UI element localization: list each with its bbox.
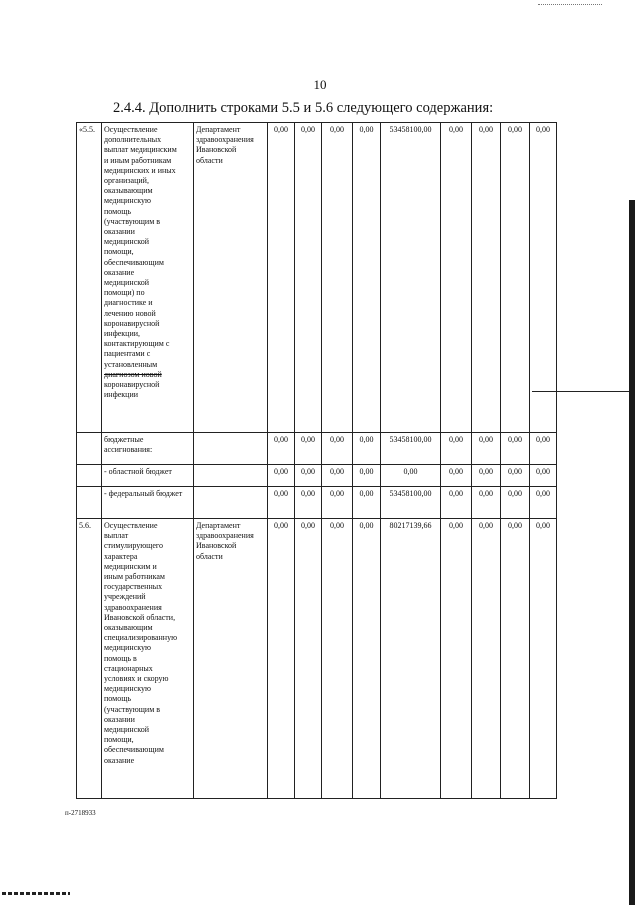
department-cell: Департамент здравоохранения Ивановской области [194,123,268,433]
value-cell: 0,00 [268,465,295,487]
desc-line: обеспечивающим [104,257,164,267]
empty-cell [194,487,268,519]
desc-line: помощь в [104,653,137,663]
desc-line: оказании [104,227,135,237]
desc-line: лечению новой [104,308,156,318]
row-description: бюджетные ассигнования: [102,433,194,465]
desc-line: здравоохранения [104,602,162,612]
desc-line: Осуществление [104,521,158,530]
value-cell: 0,00 [295,433,322,465]
value-cell: 0,00 [322,519,353,799]
desc-line: организаций, [104,176,149,186]
value-cell: 0,00 [268,487,295,519]
row-description [102,519,194,799]
desc-line: медицинских и иных [104,165,176,175]
table-row-federal [77,487,557,519]
value-cell: 0,00 [501,433,530,465]
value-cell: 0,00 [441,487,472,519]
desc-line: государственных [104,582,163,592]
desc-line: медицинским и [104,561,157,571]
scan-artifact-edge [629,200,635,905]
value-cell: 0,00 [353,433,381,465]
value-cell: 0,00 [295,123,322,433]
desc-line: Ивановской области, [104,612,176,622]
value-cell: 0,00 [530,519,557,799]
budget-table [76,122,557,799]
desc-line: инфекции, [104,329,141,339]
value-cell: 0,00 [322,465,353,487]
desc-line: оказание [104,267,135,277]
value-cell: 0,00 [353,123,381,433]
desc-line: инфекции [104,390,139,400]
desc-line: обеспечивающим [104,745,164,755]
value-cell: 0,00 [501,519,530,799]
desc-line: выплат [104,531,129,541]
empty-cell [194,465,268,487]
value-cell: 53458100,00 [381,433,441,465]
row-code: 5.6. [77,519,102,799]
desc-line: стационарных [104,663,153,673]
empty-cell [77,433,102,465]
value-cell: 0,00 [441,465,472,487]
value-cell: 53458100,00 [381,487,441,519]
value-cell: 53458100,00 [381,123,441,433]
desc-line: оказание [104,755,135,765]
desc-line: (участвующим в [104,704,161,714]
desc-line: диагностике и [104,298,153,308]
desc-line: дополнительных [104,135,162,145]
value-cell: 0,00 [295,519,322,799]
desc-line: условиях и скорую [104,674,169,684]
value-cell: 0,00 [295,487,322,519]
desc-line: (участвующим в [104,216,161,226]
value-cell: 0,00 [501,465,530,487]
row-description: - федеральный бюджет [102,487,194,519]
desc-line: медицинской [104,725,150,735]
desc-line: оказании [104,714,135,724]
desc-line: пациентами с [104,349,151,359]
desc-line: медицинскую [104,684,152,694]
value-cell: 0,00 [322,487,353,519]
desc-line: медицинской [104,237,150,247]
section-heading: 2.4.4. Дополнить строками 5.5 и 5.6 следующего содержания: [113,100,494,116]
desc-line: выплат медицинским [104,145,177,155]
row-description: - областной бюджет [102,465,194,487]
desc-line: коронавирусной [104,318,160,328]
table-row-regional [77,465,557,487]
scan-artifact-bottom [2,892,70,895]
desc-line: медицинской [104,278,150,288]
value-cell: 0,00 [530,487,557,519]
desc-line-struck: диагнозом новой [104,369,162,379]
desc-line: Осуществление [104,125,158,134]
desc-line: помощи, [104,735,134,745]
desc-line: коронавирусной [104,380,160,390]
value-cell: 0,00 [295,465,322,487]
desc-line: контактирующим с [104,339,170,349]
desc-line: помощи, [104,247,134,257]
row-code: «5.5. [77,123,102,433]
empty-cell [77,465,102,487]
row-description [102,123,194,433]
value-cell: 0,00 [268,433,295,465]
desc-line: специализированную [104,633,178,643]
desc-line: стимулирующего [104,541,163,551]
desc-line: помощь [104,206,131,216]
desc-line: характера [104,551,138,561]
value-cell: 0,00 [322,433,353,465]
scan-artifact-top [538,4,602,8]
value-cell: 0,00 [353,487,381,519]
document-code: п-2718933 [65,809,96,817]
value-cell: 0,00 [441,433,472,465]
value-cell: 0,00 [322,123,353,433]
desc-line: помощь [104,694,131,704]
desc-line: помощи) по [104,288,145,298]
value-cell: 0,00 [268,519,295,799]
desc-line: медицинскую [104,643,152,653]
value-cell: 0,00 [472,123,501,433]
table-row-5-5 [77,123,557,433]
desc-line: и иным работникам [104,155,172,165]
value-cell: 0,00 [530,465,557,487]
value-cell: 0,00 [530,433,557,465]
value-cell: 0,00 [441,123,472,433]
value-cell: 0,00 [472,465,501,487]
page-number: 10 [313,77,327,92]
value-cell: 0,00 [353,465,381,487]
value-cell: 0,00 [441,519,472,799]
value-cell: 0,00 [501,487,530,519]
desc-line: оказывающим [104,623,153,633]
desc-line: установленным [104,359,158,369]
value-cell: 0,00 [501,123,530,433]
desc-line: медицинскую [104,196,152,206]
desc-line: учреждений [104,592,146,602]
value-cell: 0,00 [472,519,501,799]
value-cell: 0,00 [268,123,295,433]
desc-line: иным работникам [104,572,165,582]
desc-line: оказывающим [104,186,153,196]
value-cell: 80217139,66 [381,519,441,799]
value-cell: 0,00 [530,123,557,433]
table-row-5-6 [77,519,557,799]
department-cell: Департамент здравоохранения Ивановской области [194,519,268,799]
value-cell: 0,00 [472,487,501,519]
table-row-budget [77,433,557,465]
empty-cell [77,487,102,519]
value-cell: 0,00 [472,433,501,465]
value-cell: 0,00 [381,465,441,487]
value-cell: 0,00 [353,519,381,799]
empty-cell [194,433,268,465]
